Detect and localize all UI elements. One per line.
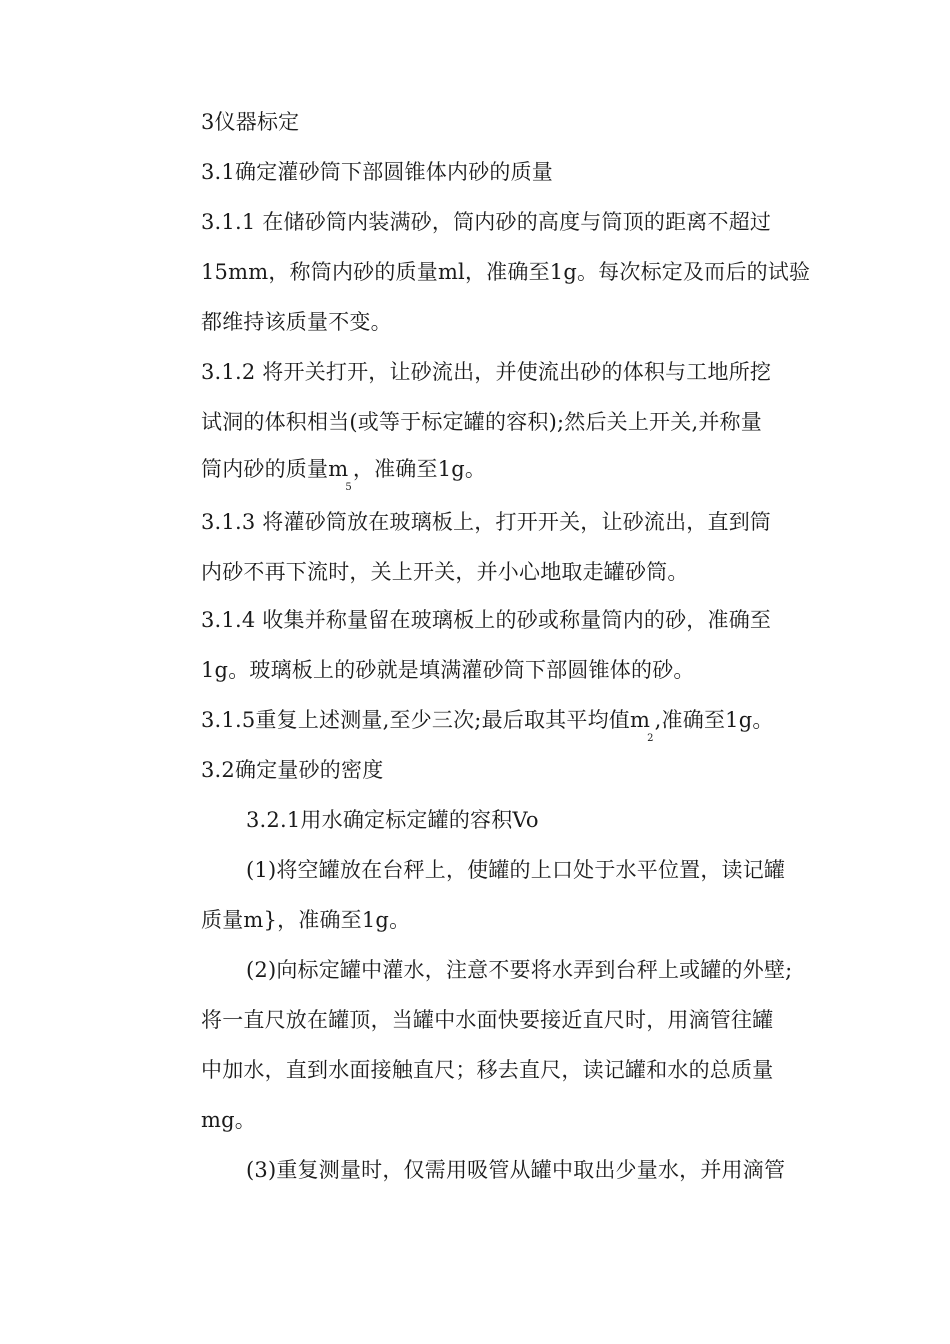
paragraph-3-1-2-line-1: 3.1.2 将开关打开，让砂流出，并使流出砂的体积与工地所挖 bbox=[201, 360, 772, 384]
text-segment: 筒内砂的质量m bbox=[201, 457, 349, 481]
paragraph-3-2-1: 3.2.1用水确定标定罐的容积Vo bbox=[246, 808, 539, 832]
text-segment: ，准确至1g。 bbox=[352, 457, 487, 481]
paragraph-step-2-line-1: (2)向标定罐中灌水，注意不要将水弄到台秤上或罐的外壁; bbox=[246, 958, 793, 982]
section-heading-3: 3仪器标定 bbox=[201, 110, 300, 134]
text-segment: 3.1.5重复上述测量,至少三次;最后取其平均值m bbox=[201, 708, 651, 732]
paragraph-3-1-1-line-3: 都维持该质量不变。 bbox=[201, 310, 392, 334]
paragraph-3-1-1-line-2: 15mm，称筒内砂的质量ml，准确至1g。每次标定及而后的试验 bbox=[201, 260, 811, 284]
paragraph-3-1-3-line-2: 内砂不再下流时，关上开关，并小心地取走罐砂筒。 bbox=[201, 560, 689, 584]
paragraph-3-1-3-line-1: 3.1.3 将灌砂筒放在玻璃板上，打开开关，让砂流出，直到筒 bbox=[201, 510, 772, 534]
paragraph-3-1-5 bbox=[201, 706, 774, 744]
paragraph-step-1-line-2: 质量m}，准确至1g。 bbox=[201, 908, 411, 932]
text-segment: ,准确至1g。 bbox=[654, 708, 774, 732]
paragraph-3-1-2-line-3 bbox=[201, 455, 487, 493]
paragraph-step-2-line-4: mg。 bbox=[201, 1108, 256, 1132]
paragraph-3-1-1-line-1: 3.1.1 在储砂筒内装满砂，筒内砂的高度与筒顶的距离不超过 bbox=[201, 210, 772, 234]
paragraph-step-2-line-2: 将一直尺放在罐顶，当罐中水面快要接近直尺时，用滴管往罐 bbox=[201, 1008, 774, 1032]
paragraph-3-1-4-line-1: 3.1.4 收集并称量留在玻璃板上的砂或称量筒内的砂，准确至 bbox=[201, 608, 772, 632]
paragraph-step-2-line-3: 中加水，直到水面接触直尺；移去直尺，读记罐和水的总质量 bbox=[201, 1058, 774, 1082]
paragraph-3-1-4-line-2: 1g。玻璃板上的砂就是填满灌砂筒下部圆锥体的砂。 bbox=[201, 658, 695, 682]
subscript: 5 bbox=[345, 482, 352, 493]
section-heading-3-2: 3.2确定量砂的密度 bbox=[201, 758, 384, 782]
section-heading-3-1: 3.1确定灌砂筒下部圆锥体内砂的质量 bbox=[201, 160, 553, 184]
paragraph-3-1-2-line-2: 试洞的体积相当(或等于标定罐的容积);然后关上开关,并称量 bbox=[201, 410, 762, 434]
subscript: 2 bbox=[647, 733, 654, 744]
paragraph-step-3-line-1: (3)重复测量时，仅需用吸管从罐中取出少量水，并用滴管 bbox=[246, 1158, 786, 1182]
paragraph-step-1-line-1: (1)将空罐放在台秤上，使罐的上口处于水平位置，读记罐 bbox=[246, 858, 786, 882]
